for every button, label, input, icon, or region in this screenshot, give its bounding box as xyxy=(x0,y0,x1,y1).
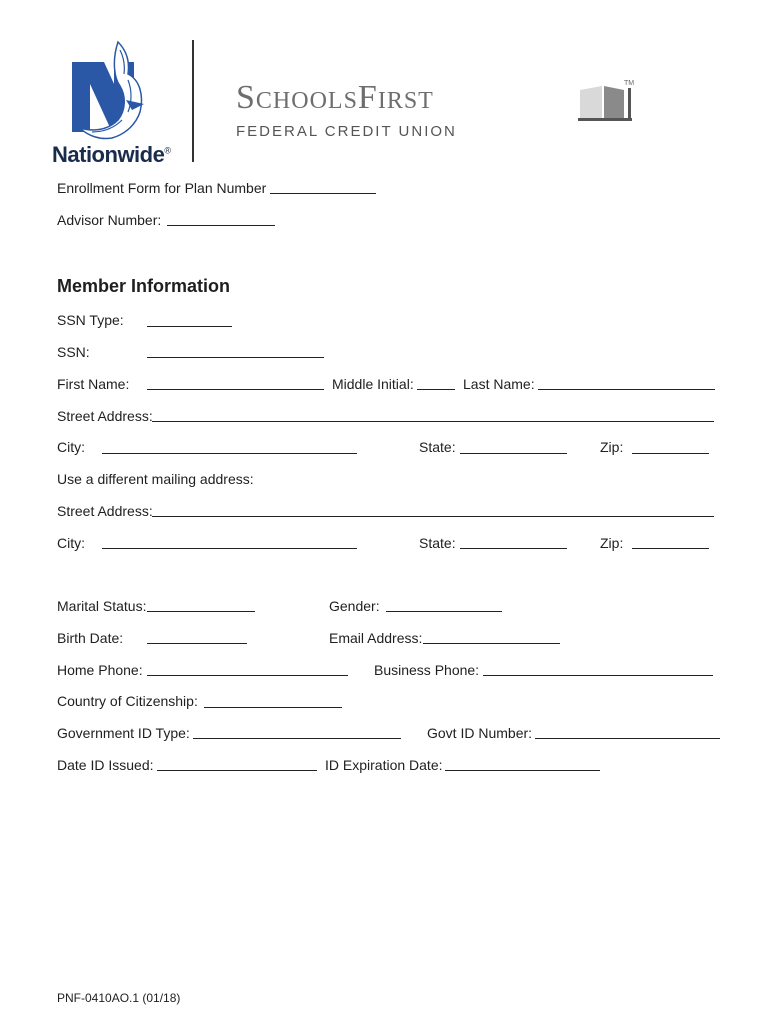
street-address-field[interactable] xyxy=(152,421,714,422)
ssn-type-field[interactable] xyxy=(147,326,232,327)
nationwide-logo-icon xyxy=(70,40,146,142)
govt-id-number-field[interactable] xyxy=(535,738,720,739)
form-code: PNF-0410AO.1 (01/18) xyxy=(57,991,181,1005)
ssn-type-label: SSN Type: xyxy=(57,312,124,328)
home-phone-label: Home Phone: xyxy=(57,662,143,678)
first-name-field[interactable] xyxy=(147,389,324,390)
birth-date-field[interactable] xyxy=(147,643,247,644)
city-field[interactable] xyxy=(102,453,357,454)
book-icon xyxy=(576,80,635,122)
schoolsfirst-subtitle: FEDERAL CREDIT UNION xyxy=(236,123,457,140)
logo-divider xyxy=(192,40,194,162)
last-name-label: Last Name: xyxy=(463,376,535,392)
email-address-field[interactable] xyxy=(423,643,560,644)
mailing-street-address-label: Street Address: xyxy=(57,503,153,519)
mailing-zip-field[interactable] xyxy=(632,548,709,549)
middle-initial-label: Middle Initial: xyxy=(332,376,414,392)
zip-field[interactable] xyxy=(632,453,709,454)
plan-number-label: Enrollment Form for Plan Number xyxy=(57,180,267,196)
marital-status-label: Marital Status: xyxy=(57,598,147,614)
home-phone-field[interactable] xyxy=(147,675,348,676)
date-id-issued-label: Date ID Issued: xyxy=(57,757,154,773)
nationwide-wordmark: Nationwide® xyxy=(52,142,171,167)
state-label: State: xyxy=(419,439,456,455)
city-label: City: xyxy=(57,439,85,455)
schoolsfirst-tm: TM xyxy=(624,80,635,87)
street-address-label: Street Address: xyxy=(57,408,153,424)
gender-field[interactable] xyxy=(386,611,502,612)
mailing-state-field[interactable] xyxy=(460,548,567,549)
government-id-type-field[interactable] xyxy=(193,738,401,739)
date-id-issued-field[interactable] xyxy=(157,770,317,771)
business-phone-label: Business Phone: xyxy=(374,662,480,678)
schoolsfirst-wordmark: SchoolsFirst xyxy=(236,79,434,116)
business-phone-field[interactable] xyxy=(483,675,713,676)
ssn-field[interactable] xyxy=(147,357,324,358)
advisor-number-field[interactable] xyxy=(167,225,275,226)
mailing-street-address-field[interactable] xyxy=(152,516,714,517)
citizenship-field[interactable] xyxy=(204,707,342,708)
zip-label: Zip: xyxy=(600,439,624,455)
id-expiration-date-label: ID Expiration Date: xyxy=(325,757,443,773)
middle-initial-field[interactable] xyxy=(417,389,455,390)
mailing-state-label: State: xyxy=(419,535,456,551)
plan-number-field[interactable] xyxy=(270,193,376,194)
marital-status-field[interactable] xyxy=(147,611,255,612)
birth-date-label: Birth Date: xyxy=(57,630,124,646)
ssn-label: SSN: xyxy=(57,344,90,360)
advisor-number-label: Advisor Number: xyxy=(57,212,162,228)
mailing-zip-label: Zip: xyxy=(600,535,624,551)
state-field[interactable] xyxy=(460,453,567,454)
gender-label: Gender: xyxy=(329,598,380,614)
government-id-type-label: Government ID Type: xyxy=(57,725,190,741)
first-name-label: First Name: xyxy=(57,376,130,392)
mailing-city-label: City: xyxy=(57,535,85,551)
section-title: Member Information xyxy=(57,276,231,296)
citizenship-label: Country of Citizenship: xyxy=(57,693,198,709)
govt-id-number-label: Govt ID Number: xyxy=(427,725,533,741)
mailing-city-field[interactable] xyxy=(102,548,357,549)
last-name-field[interactable] xyxy=(538,389,715,390)
email-address-label: Email Address: xyxy=(329,630,423,646)
id-expiration-date-field[interactable] xyxy=(445,770,600,771)
mailing-address-note: Use a different mailing address: xyxy=(57,471,254,487)
